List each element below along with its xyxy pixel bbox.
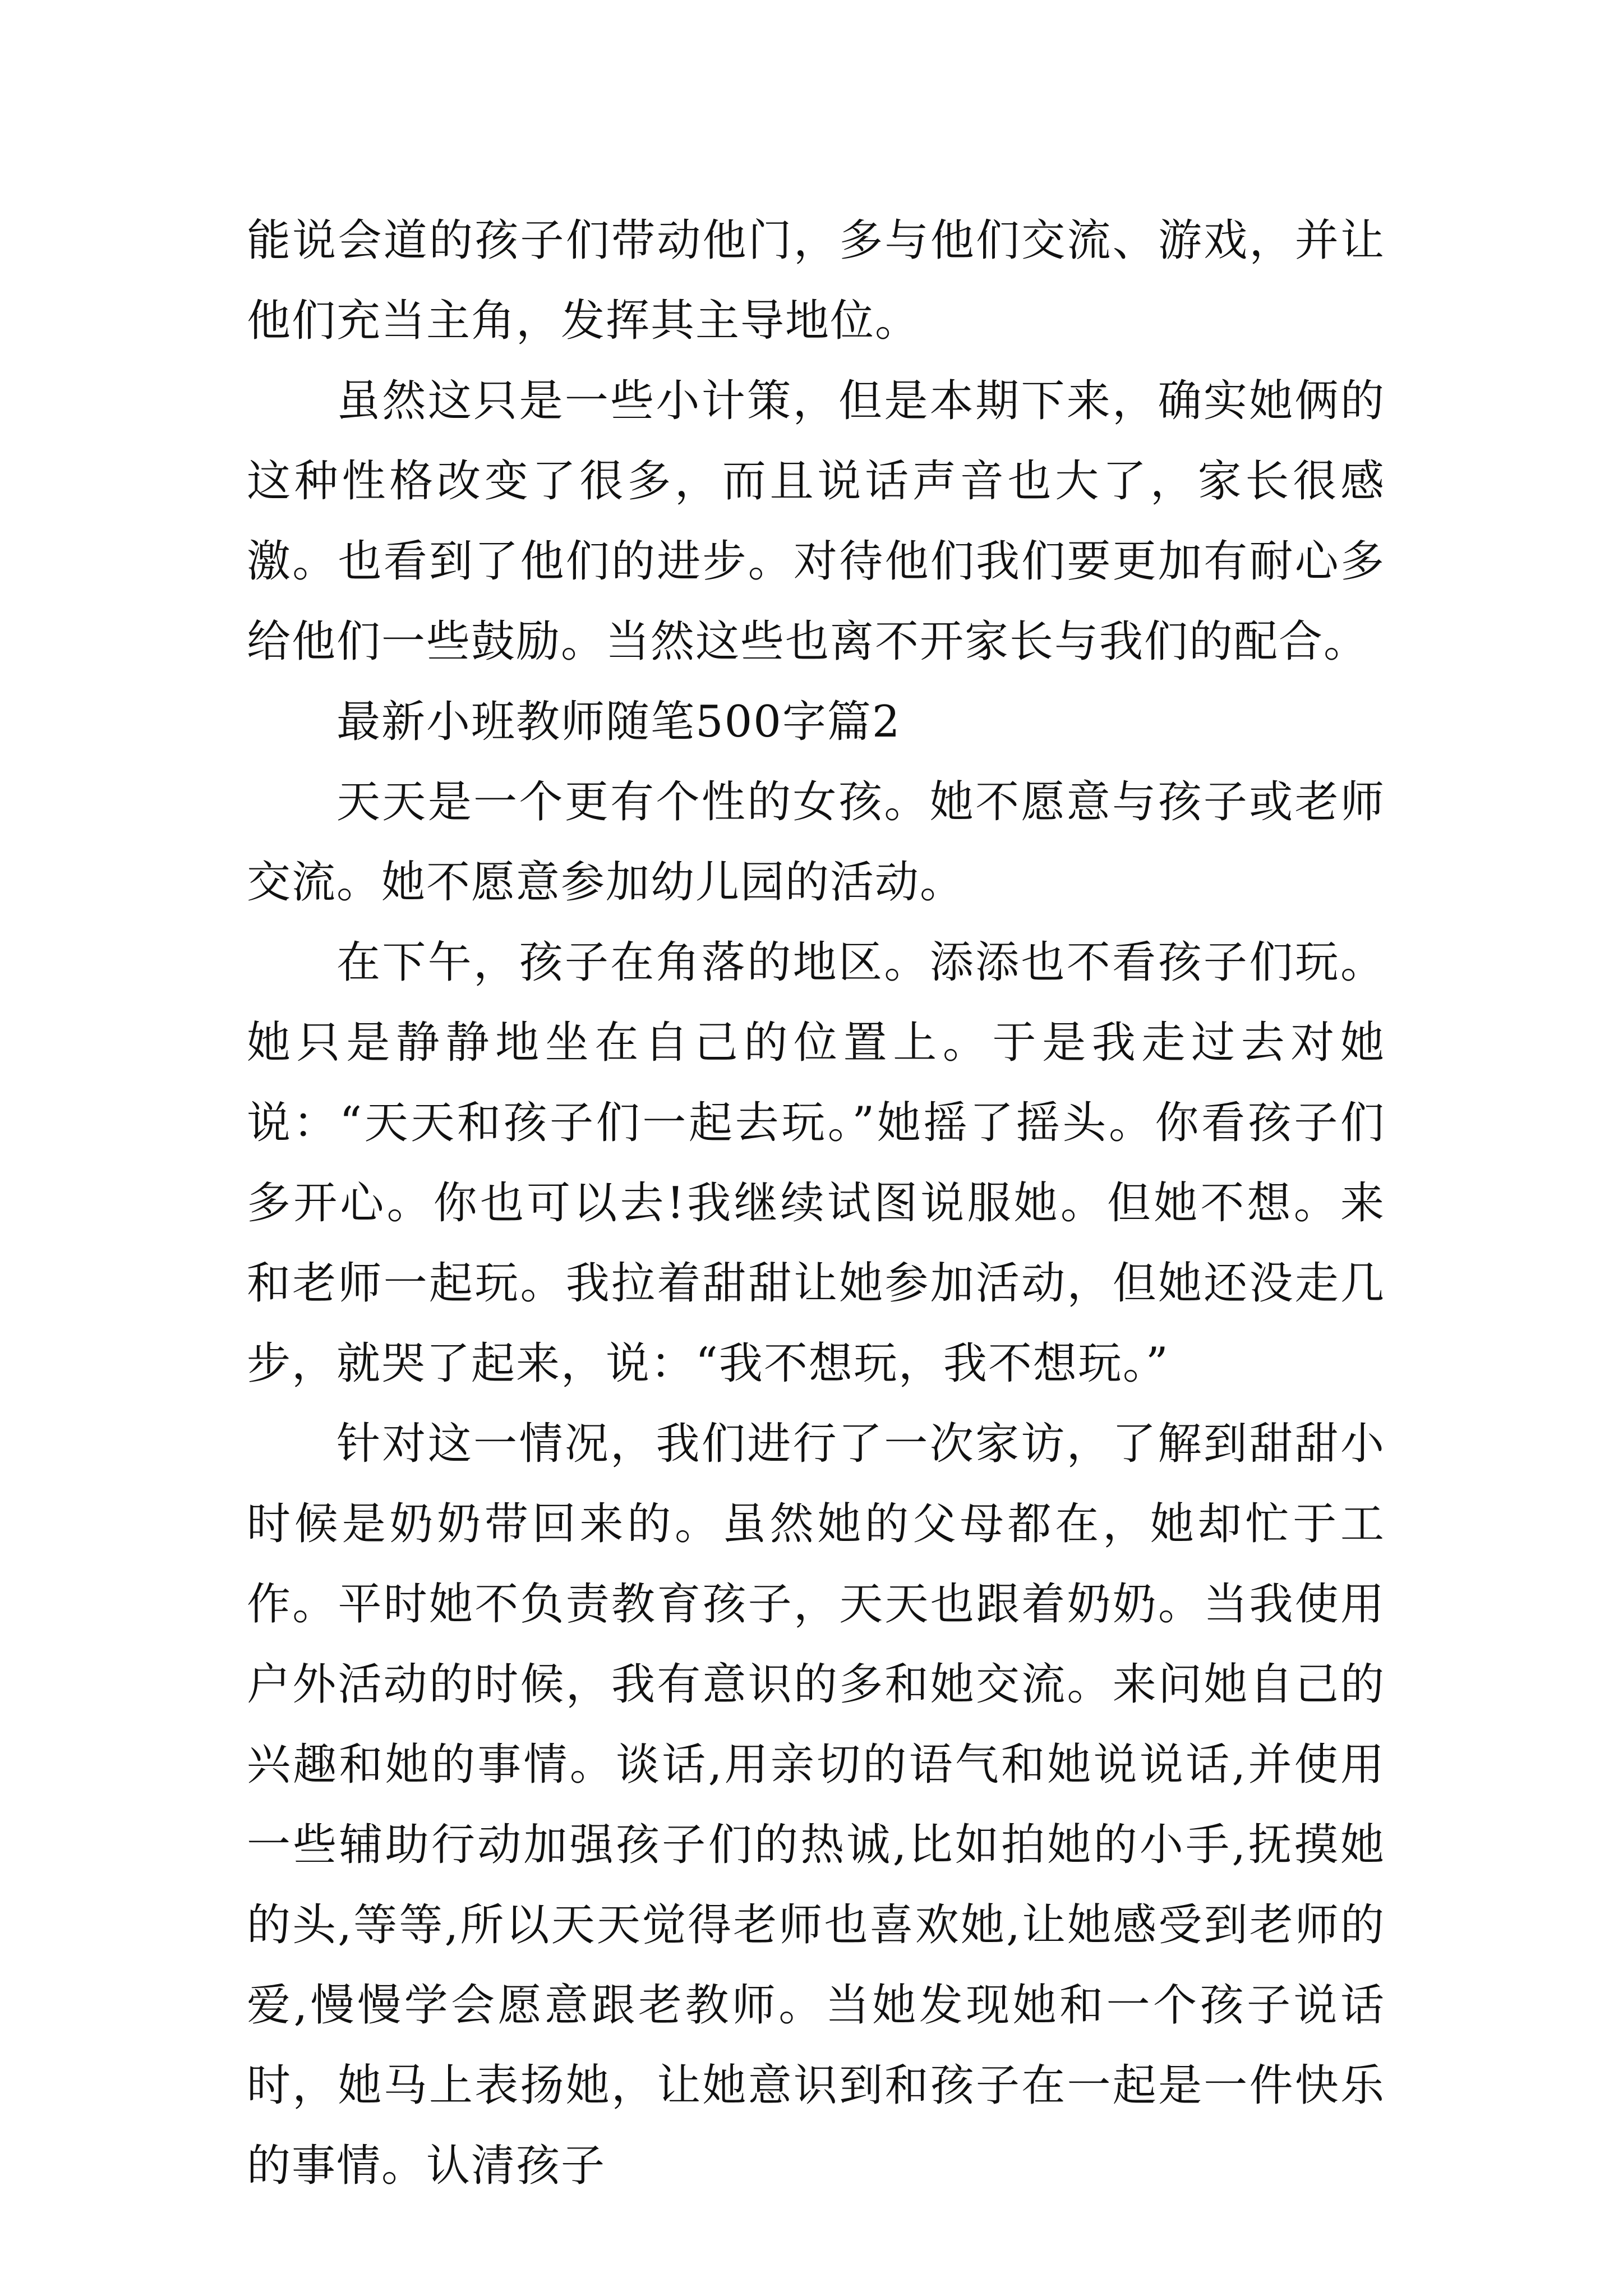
paragraph-5: 针对这一情况，我们进行了一次家访，了解到甜甜小时候是奶奶带回来的。虽然她的父母都在，她却忙于工作。平时她不负责教育孩子，天天也跟着奶奶。当我使用户外活动的时候，我有意识的多和她交流。来问她自己的兴趣和她的事情。谈话,用亲切的语气和她说说话,并使用一些辅助行动加强孩子们的热诚,比如拍她的小手,抚摸她的头,等等,所以天天觉得老师也喜欢她,让她感受到老师的爱,慢慢学会愿意跟老教师。当她发现她和一个孩子说话时，她马上表扬她，让她意识到和孩子在一起是一件快乐的事情。认清孩子 <box>247 1419 1385 2191</box>
paragraph-1: 能说会道的孩子们带动他门，多与他们交流、游戏，并让他们充当主角，发挥其主导地位。 <box>247 215 1385 346</box>
document-body <box>247 201 1385 2206</box>
paragraph-2: 虽然这只是一些小计策，但是本期下来，确实她俩的这种性格改变了很多，而且说话声音也大了，家长很感激。也看到了他们的进步。对待他们我们要更加有耐心多给他们一些鼓励。当然这些也离不开家长与我们的配合。 <box>247 376 1385 667</box>
paragraph-3: 天天是一个更有个性的女孩。她不愿意与孩子或老师交流。她不愿意参加幼儿园的活动。 <box>247 777 1385 908</box>
paragraph-4: 在下午，孩子在角落的地区。添添也不看孩子们玩。她只是静静地坐在自己的位置上。于是我走过去对她说：“天天和孩子们一起去玩。”她摇了摇头。你看孩子们多开心。你也可以去!我继续试图说服她。但她不想。来和老师一起玩。我拉着甜甜让她参加活动，但她还没走几步，就哭了起来，说：“我不想玩，我不想玩。” <box>247 937 1385 1389</box>
section-heading: 最新小班教师随笔500字篇2 <box>336 697 901 747</box>
